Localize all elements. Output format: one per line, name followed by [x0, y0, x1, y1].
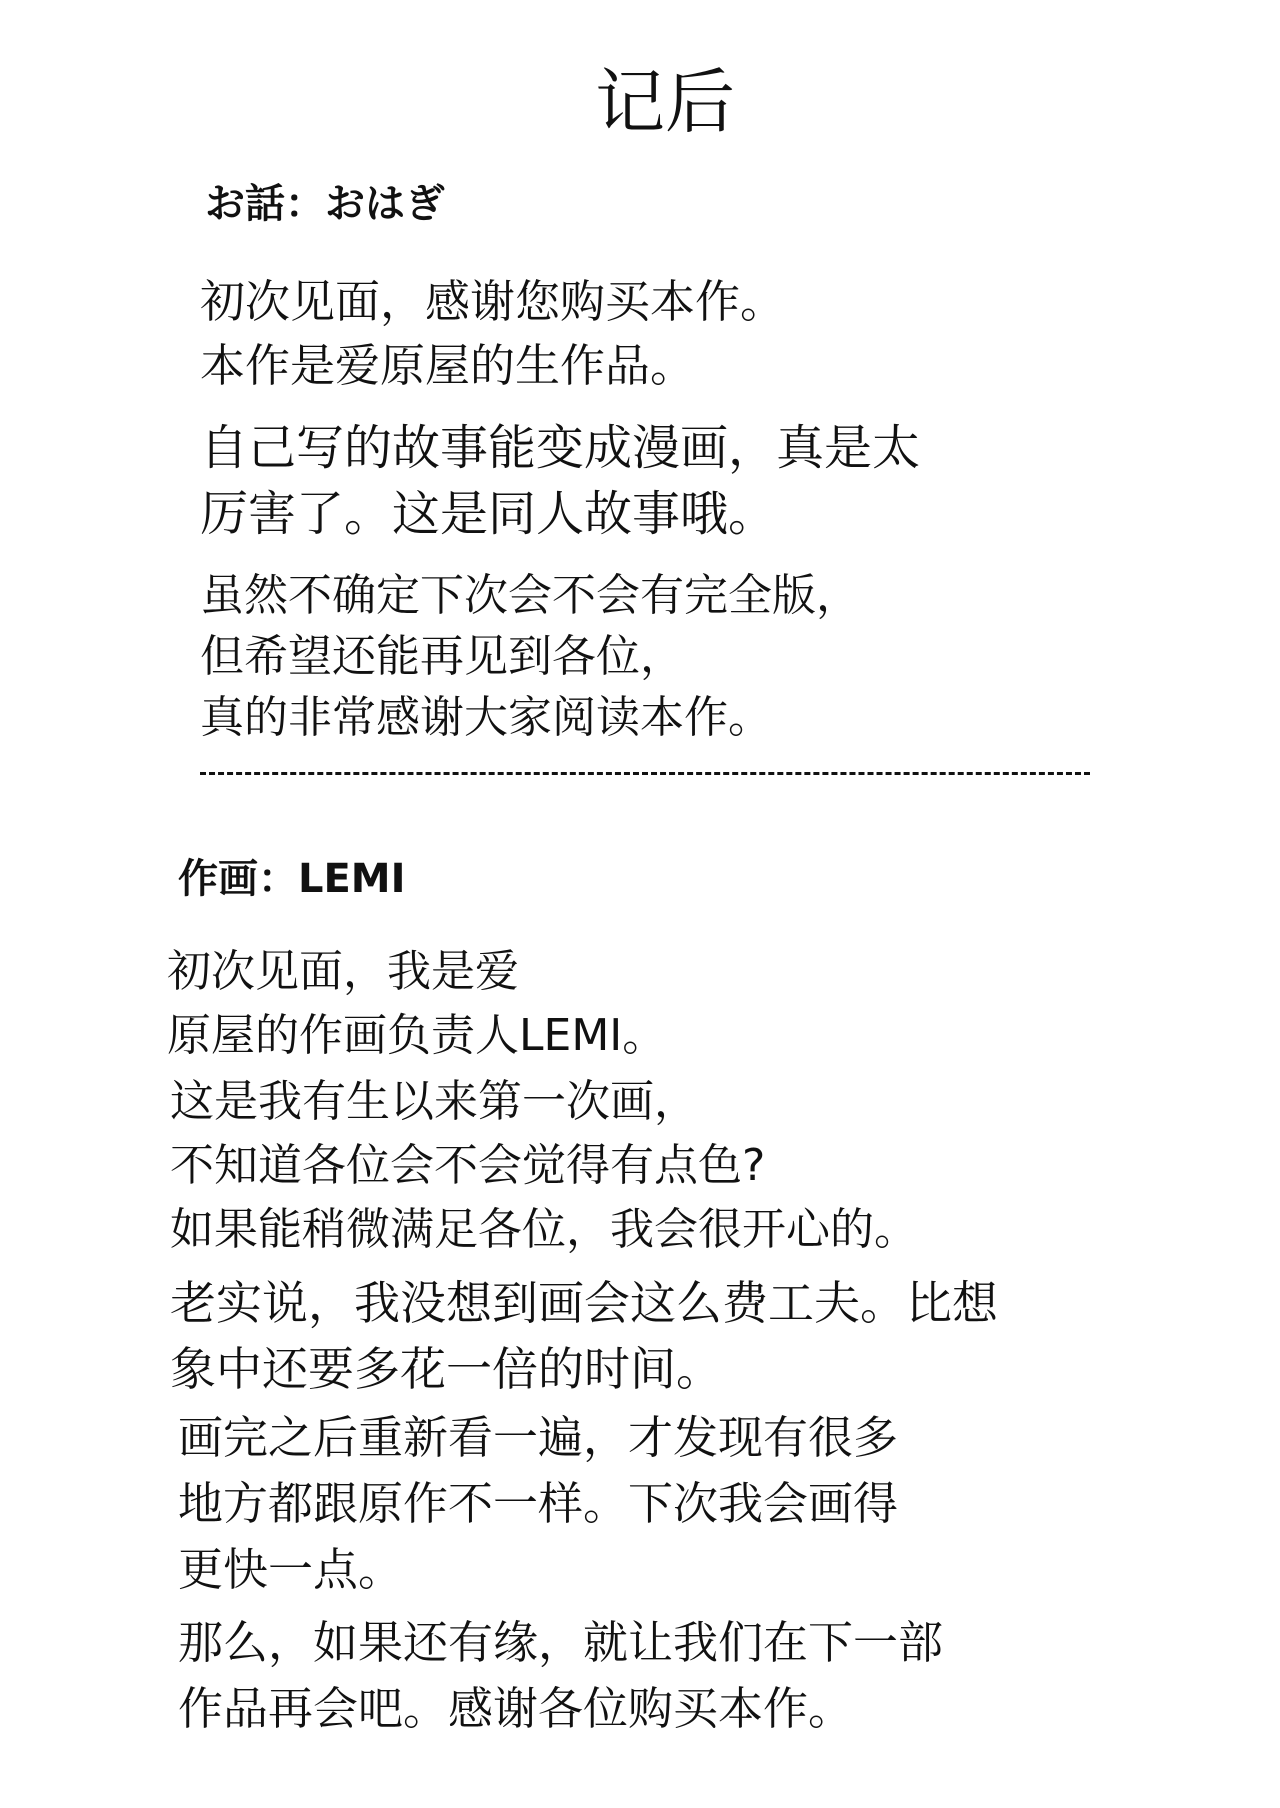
text-line: 原屋的作画负责人LEMI。	[167, 1010, 667, 1061]
art-paragraph-4	[178, 1405, 898, 1603]
art-paragraph-2	[170, 1070, 918, 1262]
text-line: 厉害了。这是同人故事哦。	[200, 486, 777, 542]
text-line: 但希望还能再见到各位，	[200, 631, 684, 682]
text-line: 如果能稍微满足各位，我会很开心的。	[170, 1204, 918, 1255]
text-line: 作品再会吧。感谢各位购买本作。	[178, 1682, 854, 1735]
story-credit-heading: お話：おはぎ	[205, 181, 445, 227]
page-title: 记后	[595, 61, 735, 143]
text-line: 那么，如果还有缘，就让我们在下一部	[178, 1616, 944, 1669]
art-paragraph-3	[170, 1270, 998, 1402]
text-line: 画完之后重新看一遍，才发现有很多	[178, 1411, 899, 1464]
text-line: 虽然不确定下次会不会有完全版，	[200, 570, 860, 621]
text-line: 初次见面，我是爱	[167, 946, 519, 997]
text-line: 初次见面，感谢您购买本作。	[200, 275, 786, 328]
text-line: 更快一点。	[178, 1543, 404, 1596]
text-line: 真的非常感谢大家阅读本作。	[200, 692, 772, 743]
text-line: 老实说，我没想到画会这么费工夫。比想	[170, 1276, 998, 1330]
story-paragraph-3	[200, 565, 860, 748]
text-line: 不知道各位会不会觉得有点色?	[170, 1140, 766, 1191]
text-line: 自己写的故事能变成漫画，真是太	[200, 420, 921, 476]
art-paragraph-1	[167, 940, 666, 1068]
text-line: 这是我有生以来第一次画，	[170, 1076, 698, 1127]
text-line: 地方都跟原作不一样。下次我会画得	[178, 1477, 899, 1530]
text-line: 象中还要多花一倍的时间。	[170, 1342, 722, 1396]
story-paragraph-2	[200, 415, 920, 547]
section-divider	[200, 772, 1090, 775]
art-paragraph-5	[178, 1610, 943, 1742]
text-line: 本作是爱原屋的生作品。	[200, 339, 696, 392]
story-paragraph-1	[200, 270, 785, 398]
art-credit-heading: 作画：LEMI	[178, 856, 406, 902]
